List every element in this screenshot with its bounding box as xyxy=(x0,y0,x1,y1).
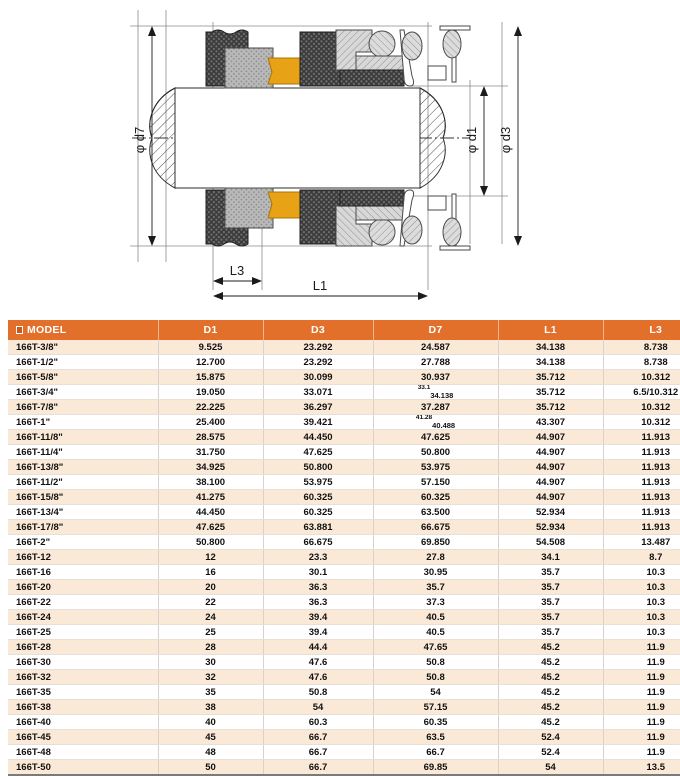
cell-d1: 28.575 xyxy=(158,430,263,445)
cell-l3: 11.913 xyxy=(603,430,680,445)
cell-l3: 11.9 xyxy=(603,745,680,760)
cell-d1: 22.225 xyxy=(158,400,263,415)
cell-l3: 10.3 xyxy=(603,595,680,610)
cell-l3: 10.312 xyxy=(603,400,680,415)
cell-model: 166T-5/8" xyxy=(8,370,158,385)
cell-d7: 69.85 xyxy=(373,760,498,776)
column-header-d7: D7 xyxy=(373,320,498,340)
cell-d7: 60.35 xyxy=(373,715,498,730)
cell-l3: 11.913 xyxy=(603,505,680,520)
cell-model: 166T-3/8" xyxy=(8,340,158,355)
cell-d3: 39.4 xyxy=(263,625,373,640)
cell-d1: 44.450 xyxy=(158,505,263,520)
cell-d7: 24.587 xyxy=(373,340,498,355)
table-row xyxy=(8,670,680,685)
cell-d3: 50.8 xyxy=(263,685,373,700)
cell-d1: 24 xyxy=(158,610,263,625)
cell-d3: 50.800 xyxy=(263,460,373,475)
cell-d7: 57.150 xyxy=(373,475,498,490)
cell-d7: 50.8 xyxy=(373,655,498,670)
cell-d7-alt-value: 33.1 xyxy=(417,384,431,391)
dimension-label-d1: φ d1 xyxy=(464,126,479,154)
table-row xyxy=(8,355,680,370)
cell-l1: 35.7 xyxy=(498,580,603,595)
cell-d3: 39.4 xyxy=(263,610,373,625)
table-row xyxy=(8,640,680,655)
cell-l3: 13.5 xyxy=(603,760,680,776)
cell-model: 166T-11/8" xyxy=(8,430,158,445)
table-row xyxy=(8,490,680,505)
cell-model: 166T-24 xyxy=(8,610,158,625)
column-header-l3: L3 xyxy=(603,320,680,340)
cell-d3: 53.975 xyxy=(263,475,373,490)
cell-model: 166T-2" xyxy=(8,535,158,550)
cell-d1: 48 xyxy=(158,745,263,760)
cell-d1: 31.750 xyxy=(158,445,263,460)
cell-d1: 50.800 xyxy=(158,535,263,550)
cell-d1: 41.275 xyxy=(158,490,263,505)
column-header-d3: D3 xyxy=(263,320,373,340)
table-row xyxy=(8,400,680,415)
cell-d7: 50.800 xyxy=(373,445,498,460)
cell-model: 166T-7/8" xyxy=(8,400,158,415)
table-row xyxy=(8,475,680,490)
cell-l1: 52.4 xyxy=(498,730,603,745)
cell-d7-main-value: 34.138 xyxy=(430,390,454,400)
cell-d7 xyxy=(373,415,498,430)
cell-d3: 44.450 xyxy=(263,430,373,445)
cell-d1: 9.525 xyxy=(158,340,263,355)
table-row xyxy=(8,685,680,700)
cell-model: 166T-16 xyxy=(8,565,158,580)
logo-mark-icon xyxy=(16,326,23,334)
cell-d3: 47.6 xyxy=(263,655,373,670)
cell-l3: 6.5/10.312 xyxy=(603,385,680,400)
cell-model: 166T-13/4" xyxy=(8,505,158,520)
cell-d3: 60.3 xyxy=(263,715,373,730)
cell-d3: 23.292 xyxy=(263,340,373,355)
cell-model: 166T-20 xyxy=(8,580,158,595)
cell-d3: 66.7 xyxy=(263,745,373,760)
cell-d7: 47.625 xyxy=(373,430,498,445)
cell-d7: 69.850 xyxy=(373,535,498,550)
cell-model: 166T-12 xyxy=(8,550,158,565)
table-row xyxy=(8,760,680,776)
cell-d7: 53.975 xyxy=(373,460,498,475)
cell-l1: 52.934 xyxy=(498,505,603,520)
cell-l3: 11.913 xyxy=(603,490,680,505)
cell-d3: 60.325 xyxy=(263,490,373,505)
seal-assembly-upper xyxy=(206,26,470,88)
table-row xyxy=(8,535,680,550)
cell-d3: 36.3 xyxy=(263,580,373,595)
cell-l1: 35.712 xyxy=(498,370,603,385)
cell-d7: 37.287 xyxy=(373,400,498,415)
cell-l3: 11.9 xyxy=(603,655,680,670)
table-header xyxy=(8,320,680,340)
cell-d3: 47.625 xyxy=(263,445,373,460)
cell-l3: 10.3 xyxy=(603,610,680,625)
cell-l3: 8.7 xyxy=(603,550,680,565)
cell-l3: 11.9 xyxy=(603,730,680,745)
cell-l3: 10.312 xyxy=(603,370,680,385)
cell-model: 166T-35 xyxy=(8,685,158,700)
table-row xyxy=(8,580,680,595)
cell-d3: 30.1 xyxy=(263,565,373,580)
spec-table-container xyxy=(8,320,679,776)
cell-l3: 8.738 xyxy=(603,340,680,355)
table-row xyxy=(8,655,680,670)
technical-drawing xyxy=(0,0,680,316)
cell-d1: 38 xyxy=(158,700,263,715)
cell-model: 166T-38 xyxy=(8,700,158,715)
table-row xyxy=(8,730,680,745)
cell-model: 166T-32 xyxy=(8,670,158,685)
cell-l1: 44.907 xyxy=(498,475,603,490)
cell-l1: 35.712 xyxy=(498,385,603,400)
cell-d1: 19.050 xyxy=(158,385,263,400)
cell-l1: 45.2 xyxy=(498,685,603,700)
dimension-d1 xyxy=(480,86,488,196)
table-row xyxy=(8,745,680,760)
cell-l1: 52.4 xyxy=(498,745,603,760)
cell-d1: 25 xyxy=(158,625,263,640)
cell-d3: 66.7 xyxy=(263,760,373,776)
cell-model: 166T-1/2" xyxy=(8,355,158,370)
cell-l3: 10.3 xyxy=(603,580,680,595)
cell-d1: 45 xyxy=(158,730,263,745)
cell-l3: 11.9 xyxy=(603,700,680,715)
cell-model: 166T-28 xyxy=(8,640,158,655)
table-row xyxy=(8,595,680,610)
cell-d1: 50 xyxy=(158,760,263,776)
table-row xyxy=(8,340,680,355)
cell-l1: 45.2 xyxy=(498,640,603,655)
cell-d3: 66.675 xyxy=(263,535,373,550)
cell-d3: 47.6 xyxy=(263,670,373,685)
table-row xyxy=(8,625,680,640)
cell-d1: 28 xyxy=(158,640,263,655)
cell-d7-main-value: 40.488 xyxy=(432,420,456,430)
cell-d7: 54 xyxy=(373,685,498,700)
table-row xyxy=(8,610,680,625)
cell-d1: 20 xyxy=(158,580,263,595)
cell-d7: 40.5 xyxy=(373,625,498,640)
cell-d7: 30.95 xyxy=(373,565,498,580)
specification-table xyxy=(8,320,680,776)
table-row xyxy=(8,565,680,580)
cell-l3: 11.913 xyxy=(603,475,680,490)
dimension-d3 xyxy=(514,26,522,246)
column-header-l1: L1 xyxy=(498,320,603,340)
seal-assembly-lower xyxy=(206,188,470,250)
cell-l3: 11.9 xyxy=(603,670,680,685)
cell-l1: 45.2 xyxy=(498,655,603,670)
cell-d3: 39.421 xyxy=(263,415,373,430)
cell-d7: 50.8 xyxy=(373,670,498,685)
cell-d1: 34.925 xyxy=(158,460,263,475)
table-row xyxy=(8,715,680,730)
table-header-row xyxy=(8,320,680,340)
cell-d7 xyxy=(373,385,498,400)
cell-l1: 35.7 xyxy=(498,595,603,610)
cell-model: 166T-22 xyxy=(8,595,158,610)
cell-l3: 10.3 xyxy=(603,565,680,580)
cell-d7: 40.5 xyxy=(373,610,498,625)
cell-l3: 11.913 xyxy=(603,445,680,460)
cell-model: 166T-11/4" xyxy=(8,445,158,460)
cell-d3: 54 xyxy=(263,700,373,715)
cell-d3: 23.3 xyxy=(263,550,373,565)
cell-d7: 27.788 xyxy=(373,355,498,370)
cell-l3: 13.487 xyxy=(603,535,680,550)
cell-l1: 44.907 xyxy=(498,445,603,460)
table-row xyxy=(8,445,680,460)
cell-d7-alt-value: 41.28 xyxy=(415,414,433,421)
cell-d7: 57.15 xyxy=(373,700,498,715)
cell-model: 166T-15/8" xyxy=(8,490,158,505)
table-row xyxy=(8,385,680,400)
table-row xyxy=(8,505,680,520)
column-header-d1: D1 xyxy=(158,320,263,340)
cell-model: 166T-30 xyxy=(8,655,158,670)
table-row xyxy=(8,415,680,430)
cell-l1: 52.934 xyxy=(498,520,603,535)
cell-d3: 44.4 xyxy=(263,640,373,655)
cell-model: 166T-45 xyxy=(8,730,158,745)
cell-model: 166T-11/2" xyxy=(8,475,158,490)
cell-model: 166T-13/8" xyxy=(8,460,158,475)
cell-l1: 34.1 xyxy=(498,550,603,565)
cell-l1: 54 xyxy=(498,760,603,776)
table-row xyxy=(8,700,680,715)
cell-d7: 66.675 xyxy=(373,520,498,535)
cell-d1: 30 xyxy=(158,655,263,670)
column-header-model xyxy=(8,320,158,340)
cell-l1: 34.138 xyxy=(498,355,603,370)
cell-l1: 44.907 xyxy=(498,430,603,445)
cell-l1: 54.508 xyxy=(498,535,603,550)
cell-d1: 47.625 xyxy=(158,520,263,535)
cell-l1: 35.7 xyxy=(498,625,603,640)
cell-l1: 34.138 xyxy=(498,340,603,355)
cell-d7: 47.65 xyxy=(373,640,498,655)
cell-d3: 63.881 xyxy=(263,520,373,535)
cell-d3: 33.071 xyxy=(263,385,373,400)
cell-d1: 38.100 xyxy=(158,475,263,490)
cell-d7: 63.5 xyxy=(373,730,498,745)
cell-d3: 60.325 xyxy=(263,505,373,520)
cell-l1: 44.907 xyxy=(498,460,603,475)
cell-l1: 44.907 xyxy=(498,490,603,505)
shaft xyxy=(150,88,445,188)
table-row xyxy=(8,370,680,385)
cell-d3: 30.099 xyxy=(263,370,373,385)
table-row xyxy=(8,430,680,445)
cell-d7: 63.500 xyxy=(373,505,498,520)
cell-d1: 40 xyxy=(158,715,263,730)
cell-d1: 25.400 xyxy=(158,415,263,430)
cell-l3: 8.738 xyxy=(603,355,680,370)
cell-l1: 35.7 xyxy=(498,565,603,580)
table-body xyxy=(8,340,680,775)
cell-l3: 10.3 xyxy=(603,625,680,640)
cell-d7: 30.937 xyxy=(373,370,498,385)
cell-l3: 11.9 xyxy=(603,715,680,730)
dimension-L3 xyxy=(213,277,262,285)
cell-l3: 11.913 xyxy=(603,520,680,535)
cell-model: 166T-1" xyxy=(8,415,158,430)
cell-model: 166T-3/4" xyxy=(8,385,158,400)
cell-l1: 43.307 xyxy=(498,415,603,430)
cell-d3: 36.3 xyxy=(263,595,373,610)
cell-d7: 35.7 xyxy=(373,580,498,595)
cell-d1: 16 xyxy=(158,565,263,580)
cell-d1: 35 xyxy=(158,685,263,700)
cell-model: 166T-17/8" xyxy=(8,520,158,535)
dimension-label-d3: φ d3 xyxy=(498,126,513,154)
cell-l1: 35.712 xyxy=(498,400,603,415)
dimension-label-L3: L3 xyxy=(229,263,245,278)
cell-model: 166T-50 xyxy=(8,760,158,776)
cell-d1: 12.700 xyxy=(158,355,263,370)
cell-l1: 45.2 xyxy=(498,670,603,685)
cell-l3: 11.9 xyxy=(603,685,680,700)
cell-d1: 22 xyxy=(158,595,263,610)
cell-d1: 12 xyxy=(158,550,263,565)
cell-d3: 23.292 xyxy=(263,355,373,370)
cell-l3: 11.9 xyxy=(603,640,680,655)
table-row xyxy=(8,460,680,475)
cell-l1: 45.2 xyxy=(498,715,603,730)
cell-d3: 36.297 xyxy=(263,400,373,415)
cell-model: 166T-25 xyxy=(8,625,158,640)
dimension-label-d7: φ d7 xyxy=(132,126,147,154)
cell-l1: 35.7 xyxy=(498,610,603,625)
cell-d7: 37.3 xyxy=(373,595,498,610)
cell-l3: 11.913 xyxy=(603,460,680,475)
table-row xyxy=(8,550,680,565)
cell-d7: 60.325 xyxy=(373,490,498,505)
cell-l3: 10.312 xyxy=(603,415,680,430)
cell-d7: 66.7 xyxy=(373,745,498,760)
cell-l1: 45.2 xyxy=(498,700,603,715)
dimension-label-L1: L1 xyxy=(312,278,328,293)
cell-d3: 66.7 xyxy=(263,730,373,745)
cell-d1: 15.875 xyxy=(158,370,263,385)
cell-d7: 27.8 xyxy=(373,550,498,565)
column-header-model-label: MODEL xyxy=(27,324,67,336)
dimension-L1 xyxy=(213,292,428,300)
cell-model: 166T-40 xyxy=(8,715,158,730)
cell-d1: 32 xyxy=(158,670,263,685)
cell-model: 166T-48 xyxy=(8,745,158,760)
table-row xyxy=(8,520,680,535)
